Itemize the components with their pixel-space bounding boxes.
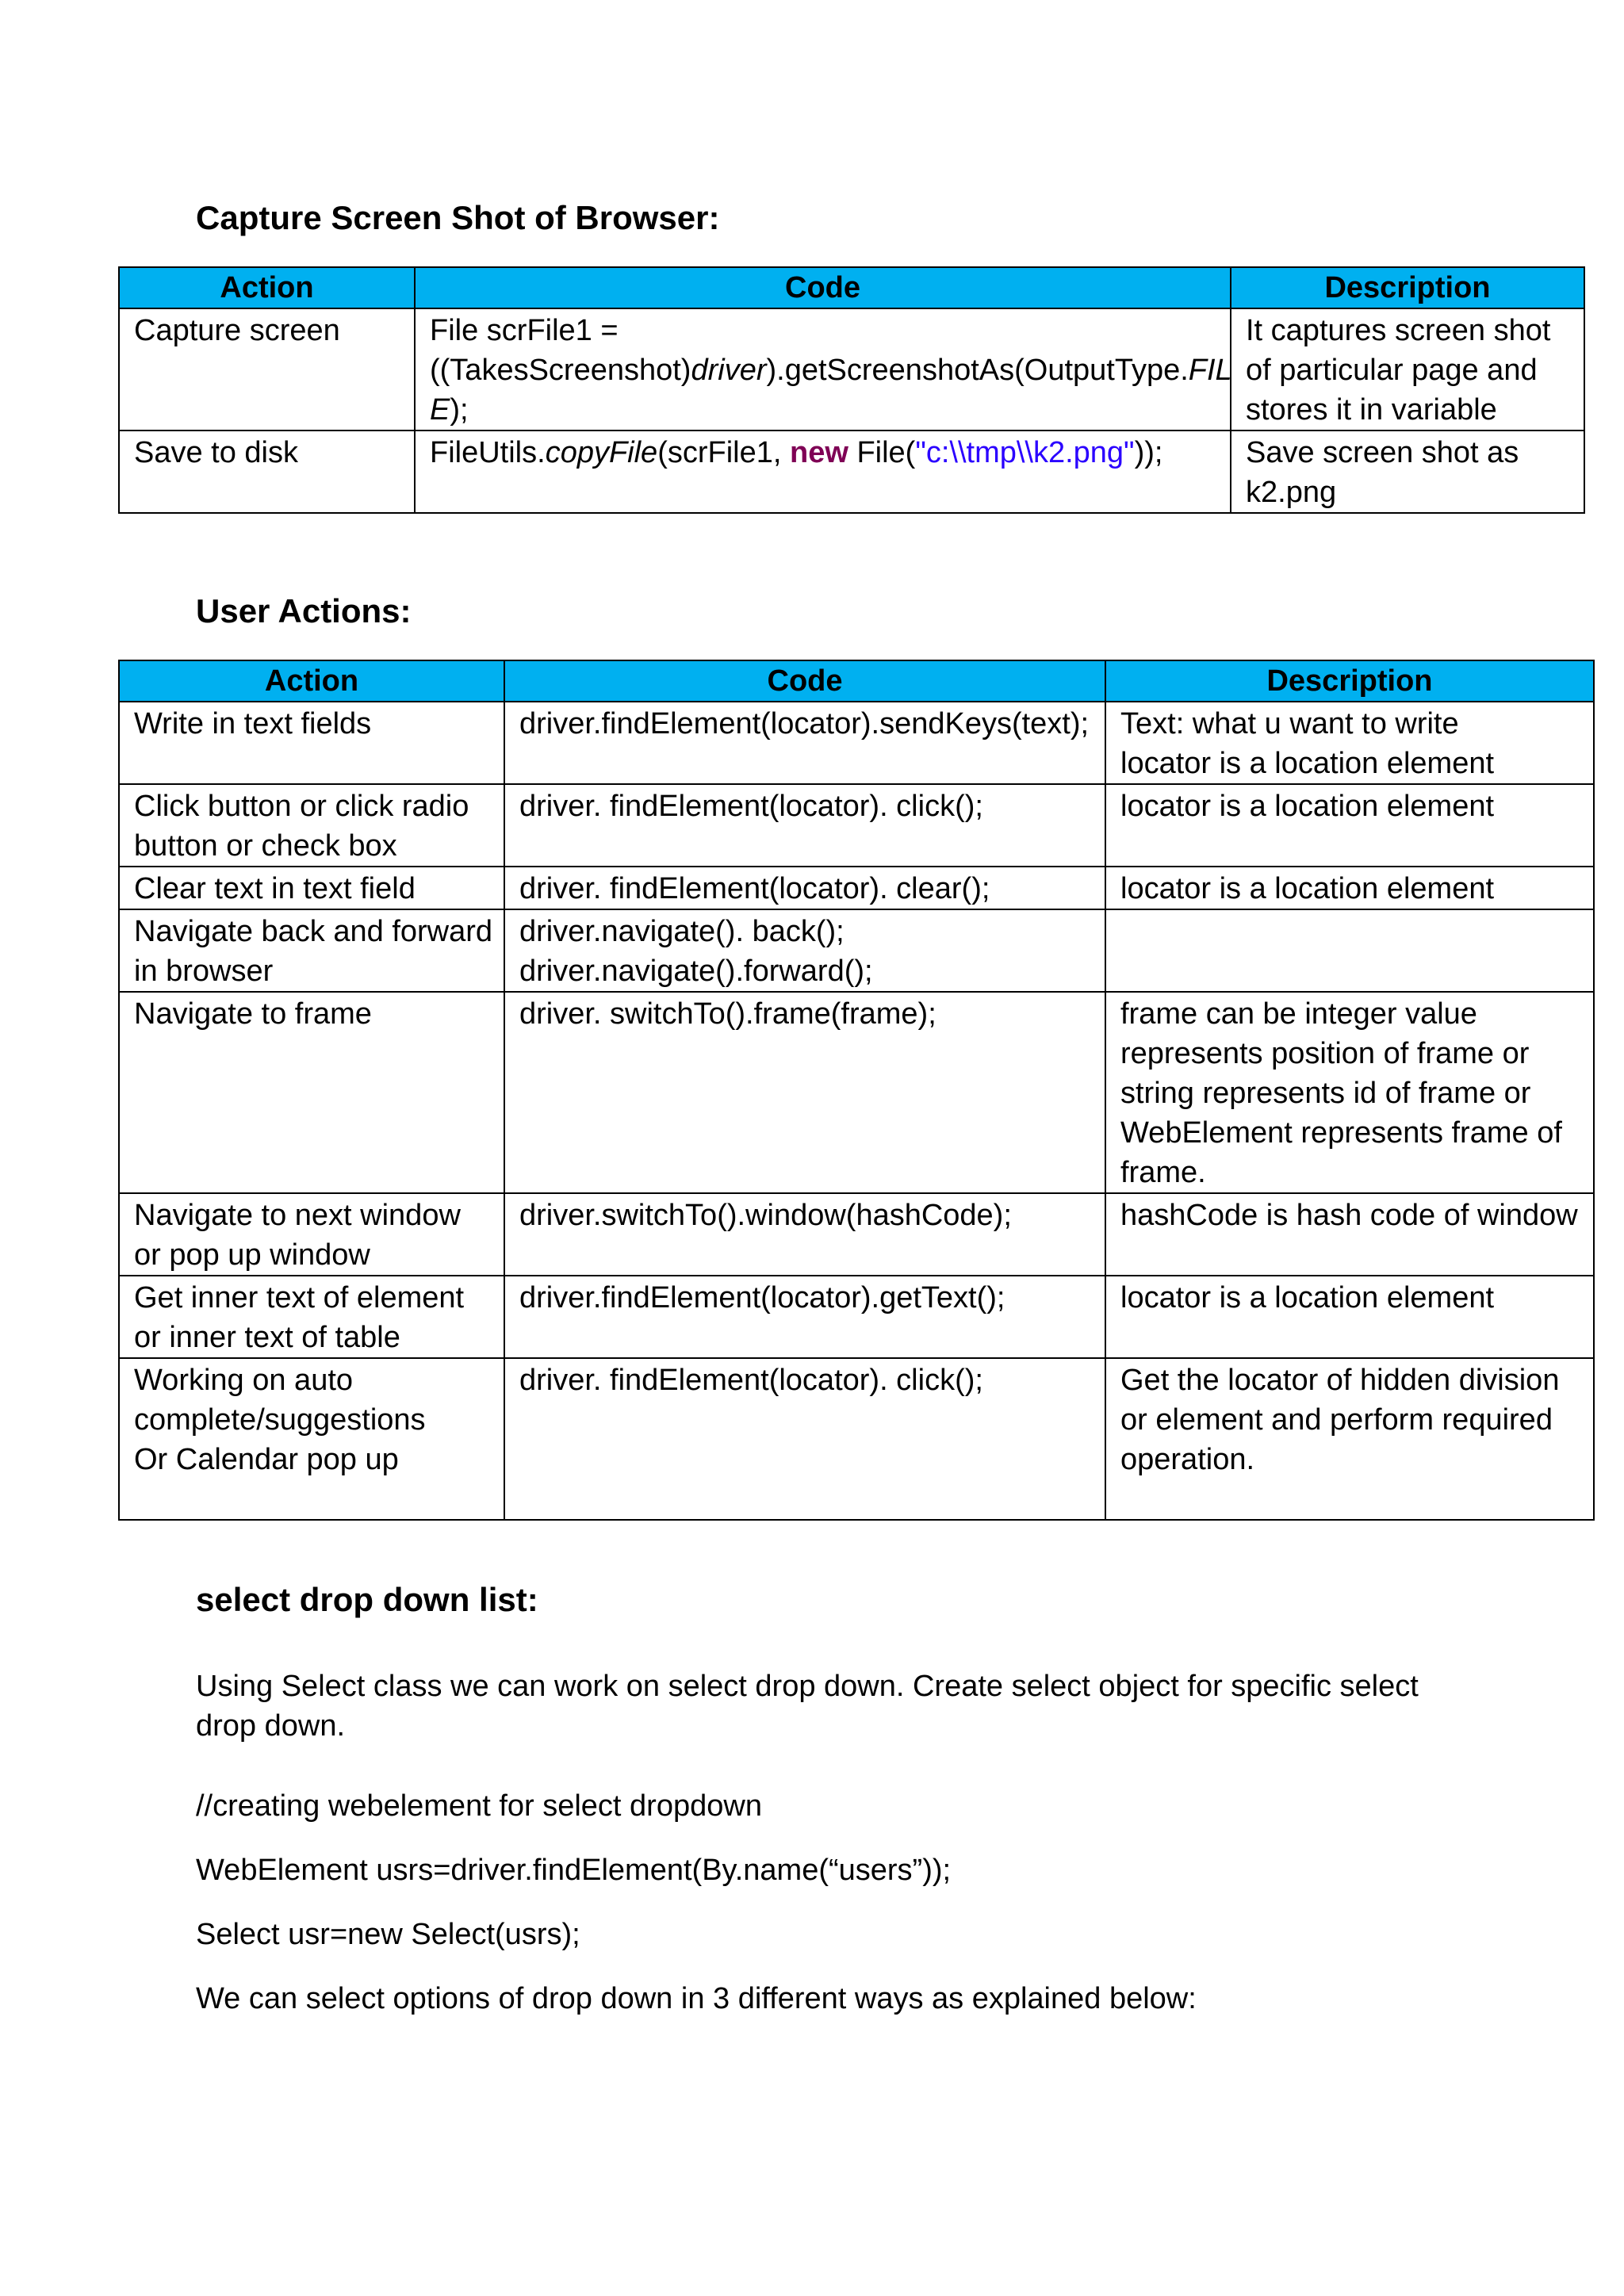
code-fragment: )); xyxy=(1134,436,1163,469)
description-cell xyxy=(1105,1276,1594,1358)
code-cell xyxy=(504,909,1105,992)
code-fragment: FIL xyxy=(1188,354,1232,387)
code-fragment: copyFile xyxy=(545,436,658,469)
description-text: Get the locator of hidden division xyxy=(1120,1364,1560,1397)
section-title-capture-screenshot: Capture Screen Shot of Browser: xyxy=(196,199,720,236)
description-text: It captures screen shot xyxy=(1246,314,1551,347)
description-cell xyxy=(1231,430,1584,513)
action-cell xyxy=(119,1358,504,1520)
intro-line: Using Select class we can work on select drop down. Create select object for specific select xyxy=(196,1670,1419,1703)
header-description: Description xyxy=(1105,660,1594,702)
outro-paragraph: We can select options of drop down in 3 different ways as explained below: xyxy=(196,1982,1197,2015)
table-row xyxy=(119,1276,1594,1358)
action-cell xyxy=(119,1276,504,1358)
action-text: button or check box xyxy=(134,829,397,863)
code-cell xyxy=(504,1276,1105,1358)
header-description: Description xyxy=(1231,267,1584,308)
code-cell xyxy=(504,1358,1105,1520)
user-actions-table xyxy=(118,660,1595,1521)
action-text: Navigate back and forward xyxy=(134,915,493,948)
code-fragment: (scrFile1, xyxy=(657,436,790,469)
code-text: driver.findElement(locator).getText(); xyxy=(519,1281,1005,1314)
description-text: WebElement represents frame of xyxy=(1120,1116,1562,1150)
header-action: Action xyxy=(119,660,504,702)
header-action: Action xyxy=(119,267,415,308)
description-text: Text: what u want to write xyxy=(1120,707,1459,740)
table-row xyxy=(119,308,1584,430)
action-text: Write in text fields xyxy=(134,707,372,740)
intro-line: drop down. xyxy=(196,1709,346,1743)
action-cell xyxy=(119,784,504,867)
description-cell xyxy=(1105,784,1594,867)
description-text: or element and perform required xyxy=(1120,1403,1553,1437)
action-text: Get inner text of element xyxy=(134,1281,465,1314)
code-text: driver. switchTo().frame(frame); xyxy=(519,997,936,1031)
code-cell xyxy=(504,784,1105,867)
code-cell xyxy=(504,1193,1105,1276)
code-keyword: new xyxy=(789,436,848,469)
description-text: locator is a location element xyxy=(1120,790,1495,823)
action-cell xyxy=(119,992,504,1193)
action-text: Navigate to frame xyxy=(134,997,372,1031)
description-cell xyxy=(1231,308,1584,430)
action-text: or inner text of table xyxy=(134,1321,400,1354)
header-code: Code xyxy=(415,267,1231,308)
description-text: of particular page and xyxy=(1246,354,1538,387)
description-text: operation. xyxy=(1120,1443,1255,1476)
code-text: driver.switchTo().window(hashCode); xyxy=(519,1199,1012,1232)
description-text: string represents id of frame or xyxy=(1120,1077,1531,1110)
code-cell xyxy=(504,992,1105,1193)
table-header-row xyxy=(119,660,1594,702)
action-text: Capture screen xyxy=(134,314,340,347)
section-title-select-dropdown: select drop down list: xyxy=(196,1581,538,1618)
table-row xyxy=(119,430,1584,513)
description-text: frame can be integer value xyxy=(1120,997,1477,1031)
description-text: frame. xyxy=(1120,1156,1206,1189)
table-row xyxy=(119,784,1594,867)
action-text: Clear text in text field xyxy=(134,872,416,905)
action-cell xyxy=(119,430,415,513)
code-text: File scrFile1 = xyxy=(430,314,619,347)
code-string: "c:\\tmp\\k2.png" xyxy=(915,436,1135,469)
action-text: or pop up window xyxy=(134,1238,370,1272)
code-cell xyxy=(504,702,1105,784)
description-cell xyxy=(1105,992,1594,1193)
action-text: Working on auto xyxy=(134,1364,354,1397)
code-text: driver. findElement(locator). click(); xyxy=(519,790,983,823)
table-row xyxy=(119,909,1594,992)
code-cell xyxy=(504,867,1105,909)
description-text: represents position of frame or xyxy=(1120,1037,1530,1070)
intro-paragraph xyxy=(196,1667,1419,1746)
action-text: Click button or click radio xyxy=(134,790,469,823)
description-text: hashCode is hash code of window xyxy=(1120,1199,1578,1232)
description-cell xyxy=(1105,867,1594,909)
code-text: driver.navigate(). back(); xyxy=(519,915,845,948)
action-text: Save to disk xyxy=(134,436,298,469)
code-fragment: ((TakesScreenshot) xyxy=(430,354,691,387)
code-text xyxy=(430,350,1232,390)
description-text: locator is a location element xyxy=(1120,1281,1495,1314)
action-text: in browser xyxy=(134,955,274,988)
table-row xyxy=(119,702,1594,784)
code-fragment: FileUtils. xyxy=(430,436,546,469)
action-cell xyxy=(119,909,504,992)
action-text: Navigate to next window xyxy=(134,1199,461,1232)
code-cell xyxy=(415,430,1231,513)
action-cell xyxy=(119,308,415,430)
action-cell xyxy=(119,702,504,784)
description-cell xyxy=(1105,702,1594,784)
table-row xyxy=(119,1358,1594,1520)
description-text: Save screen shot as xyxy=(1246,436,1519,469)
section-title-user-actions: User Actions: xyxy=(196,592,412,629)
description-text: locator is a location element xyxy=(1120,747,1495,780)
table-header-row xyxy=(119,267,1584,308)
description-cell xyxy=(1105,909,1594,992)
code-fragment: E xyxy=(430,393,450,427)
action-cell xyxy=(119,867,504,909)
table-row xyxy=(119,867,1594,909)
description-cell xyxy=(1105,1193,1594,1276)
code-text: driver. findElement(locator). click(); xyxy=(519,1364,983,1397)
code-text: driver.findElement(locator).sendKeys(text); xyxy=(519,707,1090,740)
table-row xyxy=(119,1193,1594,1276)
code-text: driver.navigate().forward(); xyxy=(519,955,873,988)
user-actions-body xyxy=(119,702,1594,1520)
description-text: stores it in variable xyxy=(1246,393,1497,427)
code-comment: //creating webelement for select dropdown xyxy=(196,1789,762,1823)
description-text: k2.png xyxy=(1246,476,1337,509)
code-cell xyxy=(415,308,1231,430)
code-fragment: ); xyxy=(450,393,469,427)
description-text: locator is a location element xyxy=(1120,872,1495,905)
code-fragment: File( xyxy=(848,436,916,469)
action-text: complete/suggestions xyxy=(134,1403,426,1437)
code-text xyxy=(430,390,1216,430)
description-cell xyxy=(1105,1358,1594,1520)
code-fragment: ).getScreenshotAs(OutputType. xyxy=(766,354,1189,387)
code-text xyxy=(430,433,1216,473)
table-row xyxy=(119,992,1594,1193)
code-line-select: Select usr=new Select(usrs); xyxy=(196,1918,580,1951)
action-cell xyxy=(119,1193,504,1276)
header-code: Code xyxy=(504,660,1105,702)
code-line-webelement: WebElement usrs=driver.findElement(By.name(“users”)); xyxy=(196,1854,952,1887)
code-text: driver. findElement(locator). clear(); xyxy=(519,872,990,905)
action-text: Or Calendar pop up xyxy=(134,1443,399,1476)
code-fragment: driver xyxy=(691,354,767,387)
capture-screenshot-table xyxy=(118,266,1585,514)
